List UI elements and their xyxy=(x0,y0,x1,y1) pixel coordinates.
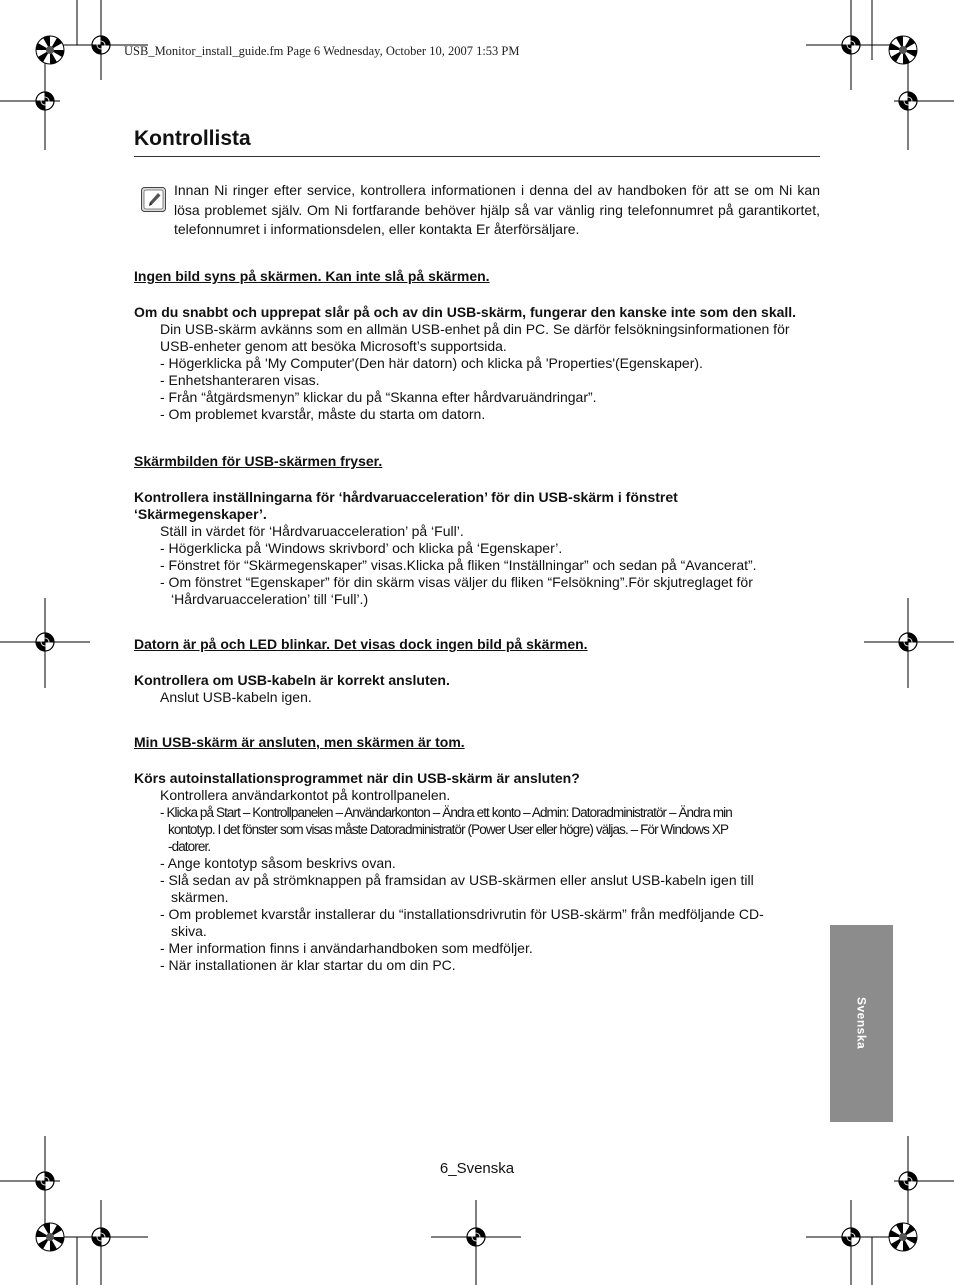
section-line: skärmen. xyxy=(171,889,229,905)
note-text: Innan Ni ringer efter service, kontrollera informationen i denna del av handboken för att se om Ni kan lösa problemet själv. Om Ni fortfarande behöver hjälp så var vänlig ring telefonnumret på garantikortet, telefonnumret i informationsdelen, eller kontakta Er återförsäljare. xyxy=(174,182,820,237)
section-line: - Om problemet kvarstår installerar du “installationsdrivrutin för USB-skärm” från medföljande CD- xyxy=(160,906,764,922)
section-heading: Ingen bild syns på skärmen. Kan inte slå på skärmen. xyxy=(134,268,490,284)
section-line: - Klicka på Start – Kontrollpanelen – Användarkonton – Ändra ett konto – Admin: Datoradministratör – Ändra min xyxy=(160,805,732,820)
section-line: - Slå sedan av på strömknappen på framsidan av USB-skärmen eller anslut USB-kabeln igen till xyxy=(160,872,754,888)
section-heading: Min USB-skärm är ansluten, men skärmen är tom. xyxy=(134,734,465,750)
section-line: Ställ in värdet för ‘Hårdvaruacceleration’ på ‘Full’. xyxy=(160,523,464,539)
section-line: - Fönstret för “Skärmegenskaper” visas.Klicka på fliken “Inställningar” och sedan på “Avancerat”. xyxy=(160,557,757,573)
section-line: - Om problemet kvarstår, måste du starta om datorn. xyxy=(160,406,486,422)
section-line: - Högerklicka på 'My Computer'(Den här datorn) och klicka på 'Properties'(Egenskaper). xyxy=(160,355,703,371)
section-line: - Enhetshanteraren visas. xyxy=(160,372,320,388)
title-divider xyxy=(134,156,820,157)
section-question: Körs autoinstallationsprogrammet när din USB-skärm är ansluten? xyxy=(134,770,580,786)
section-line: kontotyp. I det fönster som visas måste Datoradministratör (Power User eller högre) väljas. – För Windows XP xyxy=(168,822,729,837)
section-question: Kontrollera om USB-kabeln är korrekt ansluten. xyxy=(134,672,450,688)
section-line: -datorer. xyxy=(168,839,211,854)
page-footer: 6_Svenska xyxy=(439,1160,515,1177)
language-side-label xyxy=(830,925,893,1122)
section-question: Om du snabbt och upprepat slår på och av din USB-skärm, fungerar den kanske inte som den skall. xyxy=(134,304,797,320)
section-line: ‘Hårdvaruacceleration’ till ‘Full’.) xyxy=(171,591,369,607)
section-screen-empty xyxy=(134,734,822,974)
section-heading: Skärmbilden för USB-skärmen fryser. xyxy=(134,453,383,469)
note-pencil-icon xyxy=(141,187,166,212)
section-screen-freezes xyxy=(134,453,822,608)
side-tab-text: Svenska xyxy=(854,997,869,1050)
section-heading: Datorn är på och LED blinkar. Det visas dock ingen bild på skärmen. xyxy=(134,636,588,652)
page-title: Kontrollista xyxy=(134,127,251,150)
file-header-info: USB_Monitor_install_guide.fm Page 6 Wednesday, October 10, 2007 1:53 PM xyxy=(124,44,520,58)
section-led-blinks xyxy=(134,636,822,706)
section-line: - Högerklicka på ‘Windows skrivbord’ och klicka på ‘Egenskaper’. xyxy=(160,540,563,556)
section-line: - Från “åtgärdsmenyn” klickar du på “Skanna efter hårdvaruändringar”. xyxy=(160,389,597,405)
section-line: Din USB-skärm avkänns som en allmän USB-enhet på din PC. Se därför felsökningsinformationen för USB-enheter genom att besöka Microsoft’s supportsida. xyxy=(160,321,790,354)
section-line: Anslut USB-kabeln igen. xyxy=(160,689,312,705)
section-line: - Ange kontotyp såsom beskrivs ovan. xyxy=(160,855,396,871)
section-no-picture xyxy=(134,268,822,423)
section-line: Kontrollera användarkontot på kontrollpanelen. xyxy=(160,787,451,803)
section-line: skiva. xyxy=(171,923,207,939)
section-line: - När installationen är klar startar du om din PC. xyxy=(160,957,456,973)
section-question: Kontrollera inställningarna för ‘hårdvaruacceleration’ för din USB-skärm i fönstret ‘Skärmegenskaper’. xyxy=(134,489,678,522)
section-line: - Om fönstret “Egenskaper” för din skärm visas väljer du fliken “Felsökning”.För skjutreglaget för xyxy=(160,574,753,590)
section-line: - Mer information finns i användarhandboken som medföljer. xyxy=(160,940,533,956)
